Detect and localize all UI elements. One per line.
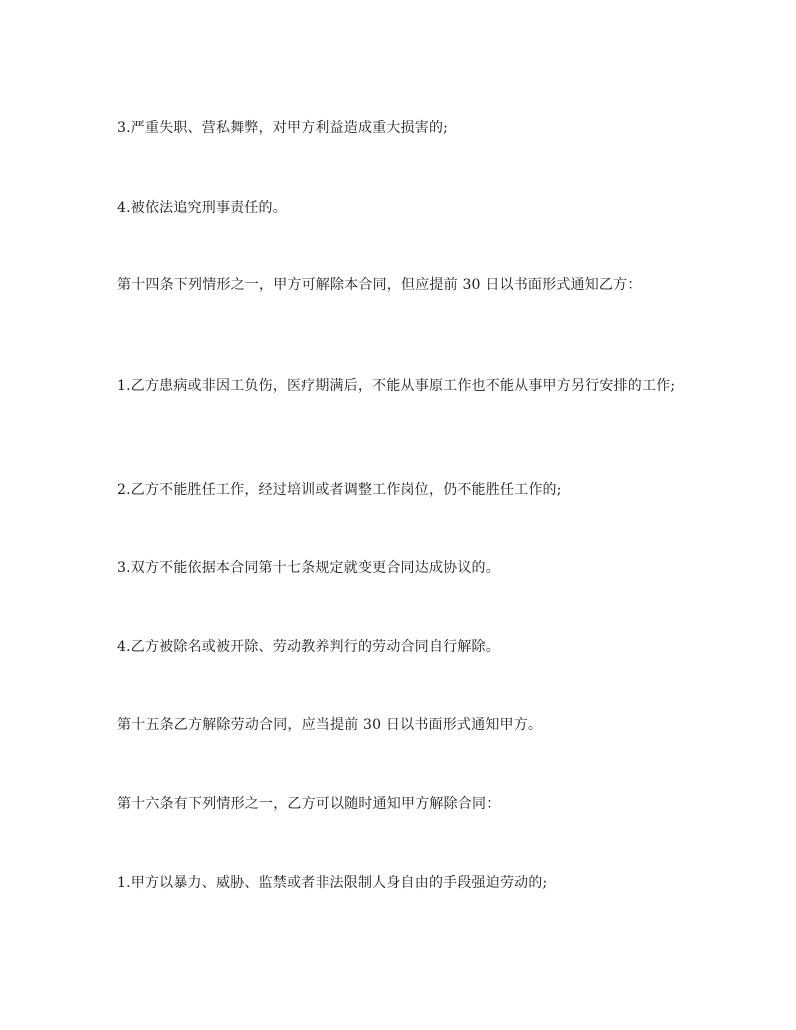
paragraph-clause-4-criminal-liability: 4.被依法追究刑事责任的。 (117, 200, 287, 216)
paragraph-article-14-item-4: 4.乙方被除名或被开除、劳动教养判行的劳动合同自行解除。 (117, 639, 500, 655)
paragraph-article-14-item-3: 3.双方不能依据本合同第十七条规定就变更合同达成协议的。 (117, 560, 500, 576)
paragraph-article-14-item-1: 1.乙方患病或非因工负伤，医疗期满后，不能从事原工作也不能从事甲方另行安排的工作; (117, 378, 676, 394)
paragraph-clause-3-dereliction: 3.严重失职、营私舞弊，对甲方利益造成重大损害的; (117, 120, 449, 136)
paragraph-article-14-item-2: 2.乙方不能胜任工作，经过培训或者调整工作岗位，仍不能胜任工作的; (117, 482, 562, 498)
paragraph-article-16-item-1: 1.甲方以暴力、威胁、监禁或者非法限制人身自由的手段强迫劳动的; (117, 875, 548, 891)
paragraph-article-16: 第十六条有下列情形之一，乙方可以随时通知甲方解除合同： (117, 796, 501, 812)
paragraph-article-14: 第十四条下列情形之一，甲方可解除本合同，但应提前 30 日以书面形式通知乙方： (117, 277, 642, 293)
paragraph-article-15: 第十五条乙方解除劳动合同，应当提前 30 日以书面形式通知甲方。 (117, 717, 543, 733)
